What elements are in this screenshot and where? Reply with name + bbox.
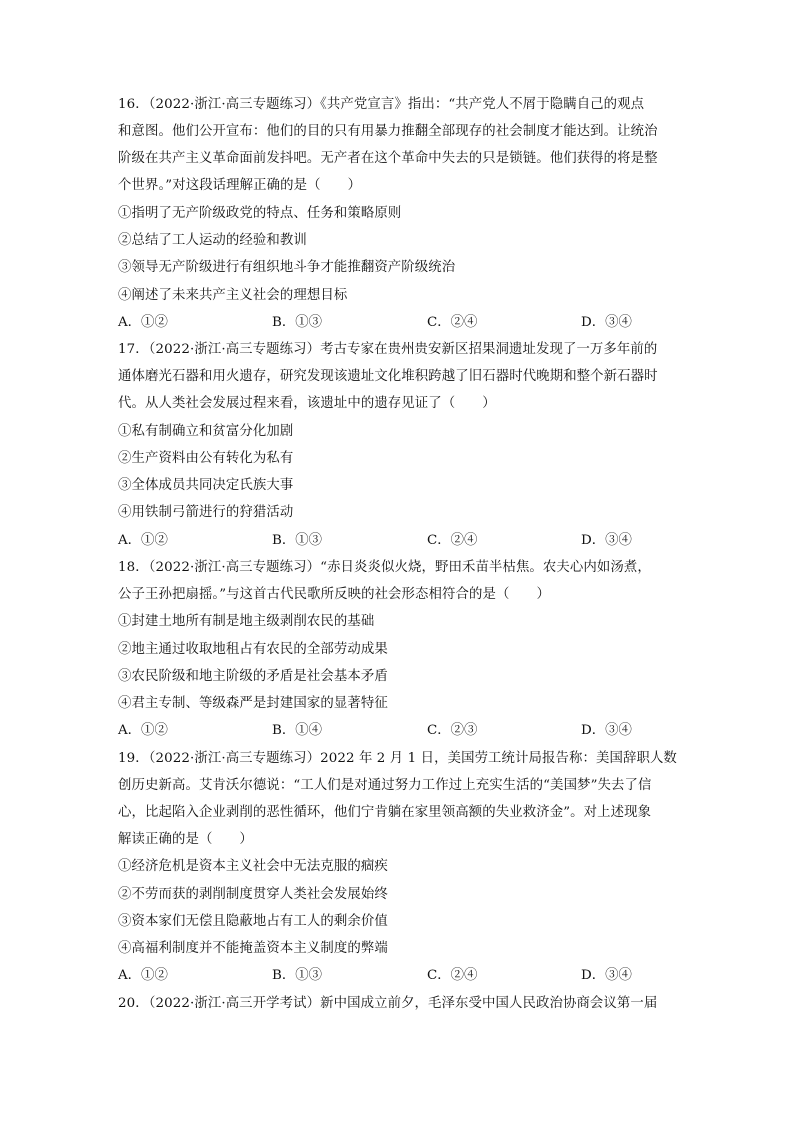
question-18-stem-line-2: 公子王孙把扇摇。”与这首古代民歌所反映的社会形态相符合的是（ ） [118,587,550,602]
question-19-stem-line-1: 19．（2022·浙江·高三专题练习）2022 年 2 月 1 日，美国劳工统计局报告称：美国辞职人数 [118,751,677,766]
question-16-stem-line-2: 和意图。他们公开宣布：他们的目的只有用暴力推翻全部现存的社会制度才能达到。让统治 [118,124,658,139]
question-16-stem-line-3: 阶级在共产主义革命面前发抖吧。无产者在这个革命中失去的只是锁链。他们获得的将是整 [118,151,658,166]
question-16-option-3: ③领导无产阶级进行有组织地斗争才能推翻资产阶级统治 [118,260,456,275]
question-18-option-2: ②地主通过收取地租占有农民的全部劳动成果 [118,642,388,657]
question-17-stem-line-3: 代。从人类社会发展过程来看，该遗址中的遗存见证了（ ） [118,396,496,411]
question-18-option-1: ①封建土地所有制是地主级剥削农民的基础 [118,614,375,629]
question-16-stem-line-1: 16．（2022·浙江·高三专题练习）《共产党宣言》指出：“共产党人不屑于隐瞒自己的观点 [118,97,645,112]
question-17-choice-b: B．①③ [272,533,323,548]
question-19-stem-line-3: 心，比起陷入企业剥削的恶性循环，他们宁肯躺在家里领高额的失业救济金”。对上述现象 [118,805,652,820]
question-16-choice-b: B．①③ [272,315,323,330]
question-18-option-3: ③农民阶级和地主阶级的矛盾是社会基本矛盾 [118,669,388,684]
question-18-choice-c: C．②③ [427,723,478,738]
question-19-option-4: ④高福利制度并不能掩盖资本主义制度的弊端 [118,941,388,956]
question-16-option-1: ①指明了无产阶级政党的特点、任务和策略原则 [118,206,402,221]
question-16-choice-d: D．③④ [581,315,632,330]
question-18-stem-line-1: 18．（2022·浙江·高三专题练习）“赤日炎炎似火烧，野田禾苗半枯焦。农夫心内如汤煮， [118,560,651,575]
question-16-stem-line-4: 个世界。”对这段话理解正确的是（ ） [118,178,362,193]
question-19-option-1: ①经济危机是资本主义社会中无法克服的痼疾 [118,859,388,874]
question-17-choice-a: A．①② [118,533,168,548]
question-16-choice-c: C．②④ [427,315,478,330]
question-17-stem-line-2: 通体磨光石器和用火遗存，研究发现该遗址文化堆积跨越了旧石器时代晚期和整个新石器时 [118,369,658,384]
question-19-stem-line-4: 解读正确的是（ ） [118,832,253,847]
question-19-choice-d: D．③④ [581,968,632,983]
question-17-stem-line-1: 17．（2022·浙江·高三专题练习）考古专家在贵州贵安新区招果洞遗址发现了一万多年前的 [118,342,658,357]
question-18-choice-b: B．①④ [272,723,323,738]
question-18-choice-a: A．①② [118,723,168,738]
question-16-option-2: ②总结了工人运动的经验和教训 [118,233,307,248]
question-17-option-2: ②生产资料由公有转化为私有 [118,451,294,466]
question-17-choice-c: C．②④ [427,533,478,548]
question-17-option-3: ③全体成员共同决定氏族大事 [118,478,294,493]
question-19-stem-line-2: 创历史新高。艾肯沃尔德说：“工人们是对通过努力工作过上充实生活的“美国梦”失去了信 [118,778,652,793]
question-19-choice-b: B．①③ [272,968,323,983]
question-16-choice-a: A．①② [118,315,168,330]
question-19-option-3: ③资本家们无偿且隐蔽地占有工人的剩余价值 [118,914,388,929]
question-16-option-4: ④阐述了未来共产主义社会的理想目标 [118,288,348,303]
question-17-option-1: ①私有制确立和贫富分化加剧 [118,424,294,439]
question-17-choice-d: D．③④ [581,533,632,548]
question-18-choice-d: D．③④ [581,723,632,738]
question-19-choice-c: C．②④ [427,968,478,983]
question-18-option-4: ④君主专制、等级森严是封建国家的显著特征 [118,696,388,711]
question-19-option-2: ②不劳而获的剥削制度贯穿人类社会发展始终 [118,887,388,902]
question-20-stem-line-1: 20．（2022·浙江·高三开学考试）新中国成立前夕，毛泽东受中国人民政治协商会议第一届 [118,996,658,1011]
question-19-choice-a: A．①② [118,968,168,983]
question-17-option-4: ④用铁制弓箭进行的狩猎活动 [118,505,294,520]
